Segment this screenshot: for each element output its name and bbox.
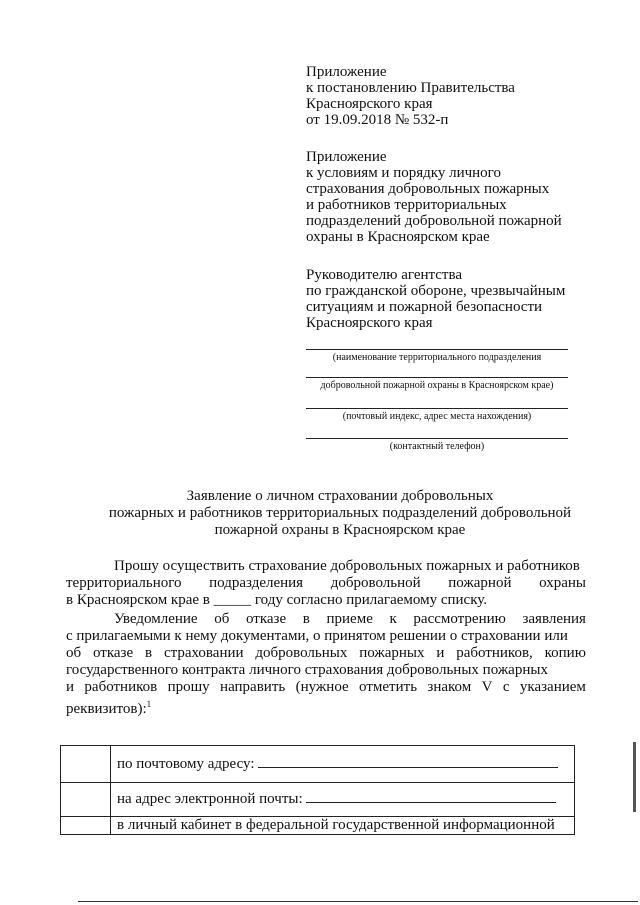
- word: в: [145, 645, 153, 661]
- phone-rule[interactable]: [306, 438, 568, 439]
- word: территориального: [66, 575, 182, 591]
- delivery-options-table: [60, 745, 575, 835]
- word: в: [302, 611, 310, 627]
- email-field[interactable]: [306, 791, 556, 803]
- appendix-sub-line: к условиям и порядку личного: [306, 165, 501, 181]
- word: и: [66, 679, 75, 695]
- unit-name-caption: (наименование территориального подразделения: [332, 352, 542, 363]
- addressee-line: по гражданской обороне, чрезвычайным: [306, 283, 566, 299]
- word: знаком: [427, 679, 472, 695]
- word: отказе: [245, 611, 287, 627]
- title-line: Заявление о личном страховании добровольных: [186, 488, 494, 504]
- paragraph-notification: [66, 611, 586, 718]
- option-checkbox-email[interactable]: [61, 783, 111, 817]
- appendix-main-line: от 19.09.2018 № 532-п: [306, 112, 449, 128]
- address-rule[interactable]: [306, 408, 568, 409]
- word: подразделения: [209, 575, 304, 591]
- addressee-line: Руководителю агентства: [306, 267, 463, 283]
- paragraph-text: реквизитов):: [66, 701, 147, 717]
- word: приеме: [326, 611, 373, 627]
- page-bottom-edge: [78, 901, 638, 902]
- option-cell: [111, 746, 575, 783]
- word: прошу: [167, 679, 210, 695]
- document-title: [40, 488, 640, 539]
- option-row: [61, 746, 575, 783]
- unit-name-rule[interactable]: [306, 349, 568, 350]
- appendix-main-line: Красноярского края: [306, 96, 433, 112]
- word: (нужное: [295, 679, 349, 695]
- unit-name-cont-rule[interactable]: [306, 377, 568, 378]
- option-label: в личный кабинет в федеральной государственной информационной: [117, 817, 555, 833]
- option-cell: [111, 783, 575, 817]
- appendix-sub-line: Приложение: [306, 149, 387, 165]
- word: об: [214, 611, 230, 627]
- word: работников: [84, 679, 158, 695]
- paragraph-line: в Красноярском крае в _____ году согласно прилагаемому списку.: [66, 592, 488, 608]
- paragraph-line: Прошу осуществить страхование добровольных пожарных и работников: [114, 558, 580, 574]
- word: отметить: [359, 679, 418, 695]
- word: об: [66, 645, 82, 661]
- word: добровольных: [255, 645, 348, 661]
- paragraph-request: [66, 558, 586, 609]
- paragraph-line-justified: [66, 575, 586, 592]
- paragraph-line-justified: [66, 679, 586, 696]
- option-row: [61, 817, 575, 835]
- option-cell: [111, 817, 575, 835]
- title-line: пожарных и работников территориальных подразделений добровольной: [108, 505, 572, 521]
- appendix-main: [306, 64, 515, 128]
- scan-edge-mark: [633, 742, 636, 812]
- addressee: [306, 267, 565, 331]
- postal-address-field[interactable]: [258, 756, 558, 768]
- word: к: [389, 611, 397, 627]
- word: направить: [220, 679, 286, 695]
- appendix-sub-line: подразделений добровольной пожарной: [306, 213, 562, 229]
- word: V: [481, 679, 493, 695]
- option-checkbox-postal[interactable]: [61, 746, 111, 783]
- addressee-line: Красноярского края: [306, 315, 433, 331]
- addressee-line: ситуациям и пожарной безопасности: [306, 299, 543, 315]
- option-checkbox-cabinet[interactable]: [61, 817, 111, 835]
- appendix-sub-line: и работников территориальных: [306, 197, 507, 213]
- word: пожарных: [359, 645, 425, 661]
- word: охраны: [539, 575, 586, 591]
- appendix-main-line: Приложение: [306, 64, 387, 80]
- paragraph-line: государственного контракта личного страхования добровольных пожарных: [66, 662, 548, 678]
- word: добровольной: [330, 575, 421, 591]
- paragraph-line-justified: [66, 611, 586, 628]
- word: указанием: [519, 679, 586, 695]
- word: работников,: [456, 645, 533, 661]
- paragraph-line: [66, 696, 586, 718]
- appendix-main-line: к постановлению Правительства: [306, 80, 515, 96]
- address-caption: (почтовый индекс, адрес места нахождения): [342, 411, 532, 422]
- word: Уведомление: [114, 611, 198, 627]
- paragraph-line-justified: [66, 645, 586, 662]
- option-label: по почтовому адресу:: [117, 755, 255, 772]
- word: страховании: [163, 645, 244, 661]
- option-row: [61, 783, 575, 817]
- unit-name-cont-caption: добровольной пожарной охраны в Красноярском крае): [320, 380, 554, 391]
- paragraph-line: с прилагаемыми к нему документами, о принятом решении о страховании или: [66, 628, 568, 644]
- appendix-sub-line: страхования добровольных пожарных: [306, 181, 550, 197]
- word: копию: [544, 645, 586, 661]
- appendix-sub-line: охраны в Красноярском крае: [306, 229, 490, 245]
- word: с: [502, 679, 510, 695]
- option-label: на адрес электронной почты:: [117, 791, 303, 807]
- phone-caption: (контактный телефон): [389, 441, 485, 452]
- word: и: [436, 645, 445, 661]
- word: отказе: [92, 645, 134, 661]
- word: рассмотрению: [413, 611, 506, 627]
- title-line: пожарной охраны в Красноярском крае: [214, 522, 466, 538]
- word: пожарной: [448, 575, 512, 591]
- appendix-sub: [306, 149, 562, 245]
- word: заявления: [522, 611, 586, 627]
- footnote-mark: 1: [146, 699, 152, 709]
